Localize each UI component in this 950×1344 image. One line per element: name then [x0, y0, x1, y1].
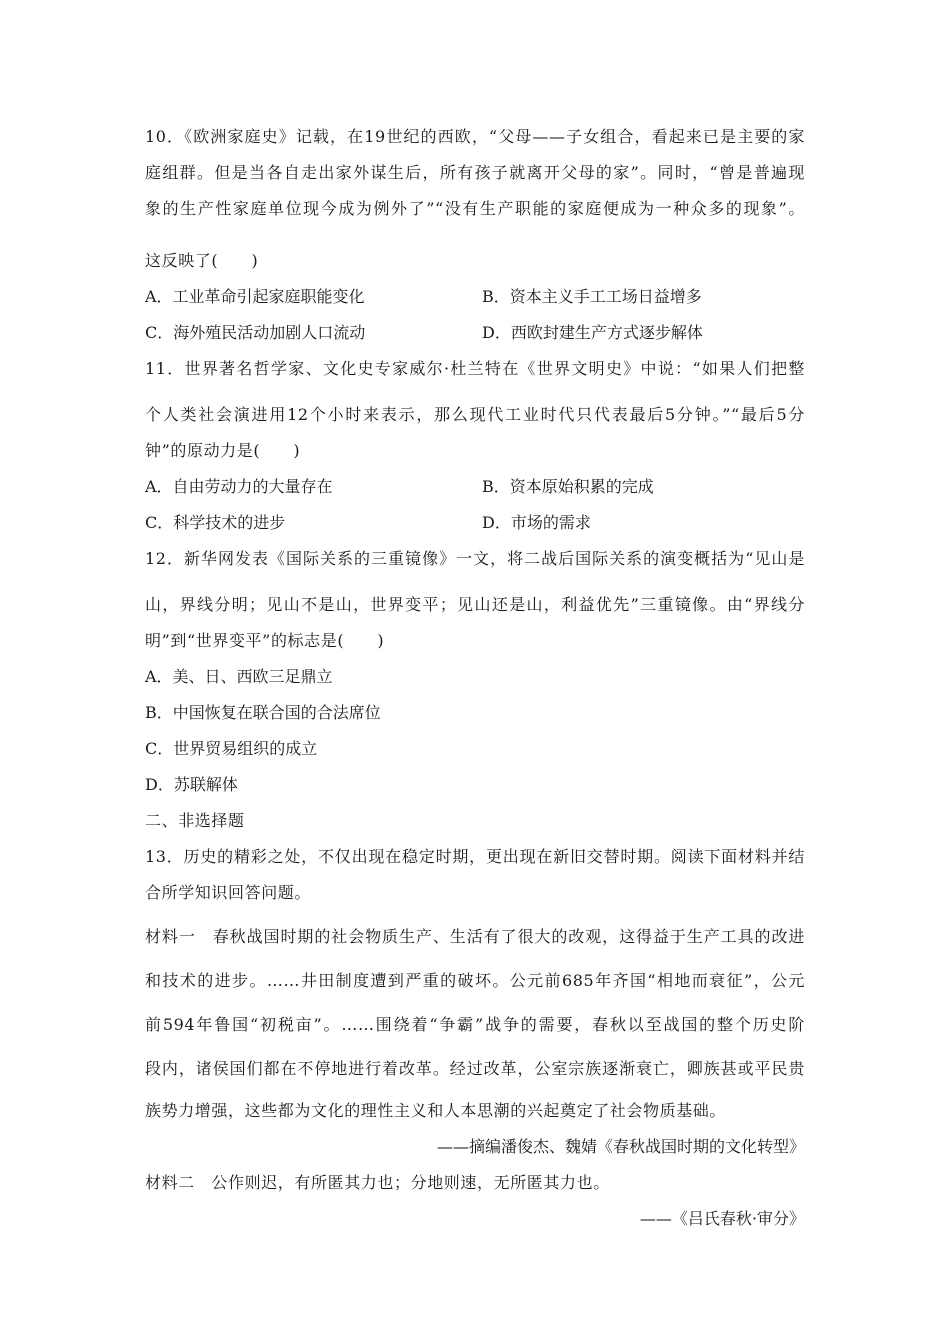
- q12-line-1: 12．新华网发表《国际关系的三重镜像》一文，将二战后国际关系的演变概括为“见山是: [145, 549, 805, 568]
- q12-option-b: B．中国恢复在联合国的合法席位: [145, 703, 381, 722]
- q10-line-1: 10．《欧洲家庭史》记载，在19世纪的西欧，“父母——子女组合，看起来已是主要的家: [145, 127, 805, 146]
- q11-option-d: D．市场的需求: [482, 513, 591, 532]
- q11-line-3: 钟”的原动力是( ): [145, 441, 301, 460]
- q11-line-2: 个人类社会演进用12个小时来表示，那么现代工业时代只代表最后5分钟。”“最后5分: [145, 405, 805, 424]
- q10-line-3: 象的生产性家庭单位现今成为例外了”“没有生产职能的家庭便成为一种众多的现象”。: [145, 199, 805, 218]
- q10-line-2: 庭组群。但是当各自走出家外谋生后，所有孩子就离开父母的家”。同时，“曾是普遍现: [145, 163, 805, 182]
- q10-line-4: 这反映了( ): [145, 251, 259, 270]
- q10-option-b: B．资本主义手工工场日益增多: [482, 287, 702, 306]
- q10-option-c: C．海外殖民活动加剧人口流动: [145, 323, 366, 342]
- q11-option-a: A．自由劳动力的大量存在: [145, 477, 333, 496]
- q13-line-2: 合所学知识回答问题。: [145, 883, 312, 902]
- material1-line-2: 和技术的进步。……井田制度遭到严重的破坏。公元前685年齐国“相地而衰征”，公元: [145, 971, 805, 990]
- section-heading: 二、非选择题: [145, 811, 245, 830]
- q12-option-a: A．美、日、西欧三足鼎立: [145, 667, 333, 686]
- q10-option-a: A．工业革命引起家庭职能变化: [145, 287, 365, 306]
- q10-option-d: D．西欧封建生产方式逐步解体: [482, 323, 703, 342]
- material1-source: ——摘编潘俊杰、魏婧《春秋战国时期的文化转型》: [436, 1137, 805, 1156]
- q12-option-c: C．世界贸易组织的成立: [145, 739, 318, 758]
- material1-line-4: 段内，诸侯国们都在不停地进行着改革。经过改革，公室宗族逐渐衰亡，卿族甚或平民贵: [145, 1059, 805, 1078]
- q12-line-3: 明”到“世界变平”的标志是( ): [145, 631, 385, 650]
- q12-line-2: 山，界线分明；见山不是山，世界变平；见山还是山，利益优先”三重镜像。由“界线分: [145, 595, 805, 614]
- q11-option-b: B．资本原始积累的完成: [482, 477, 654, 496]
- material1-line-1: 材料一 春秋战国时期的社会物质生产、生活有了很大的改观，这得益于生产工具的改进: [145, 927, 805, 946]
- material1-line-5: 族势力增强，这些都为文化的理性主义和人本思潮的兴起奠定了社会物质基础。: [145, 1101, 727, 1120]
- q12-option-d: D．苏联解体: [145, 775, 238, 794]
- material1-line-3: 前594年鲁国“初税亩”。……围绕着“争霸”战争的需要，春秋以至战国的整个历史阶: [145, 1015, 805, 1034]
- material2-text: 材料二 公作则迟，有所匿其力也；分地则速，无所匿其力也。: [145, 1173, 610, 1192]
- q13-line-1: 13．历史的精彩之处，不仅出现在稳定时期，更出现在新旧交替时期。阅读下面材料并结: [145, 847, 805, 866]
- q11-line-1: 11．世界著名哲学家、文化史专家威尔·杜兰特在《世界文明史》中说：“如果人们把整: [145, 359, 805, 378]
- q11-option-c: C．科学技术的进步: [145, 513, 286, 532]
- material2-source: ——《吕氏春秋·审分》: [639, 1209, 805, 1228]
